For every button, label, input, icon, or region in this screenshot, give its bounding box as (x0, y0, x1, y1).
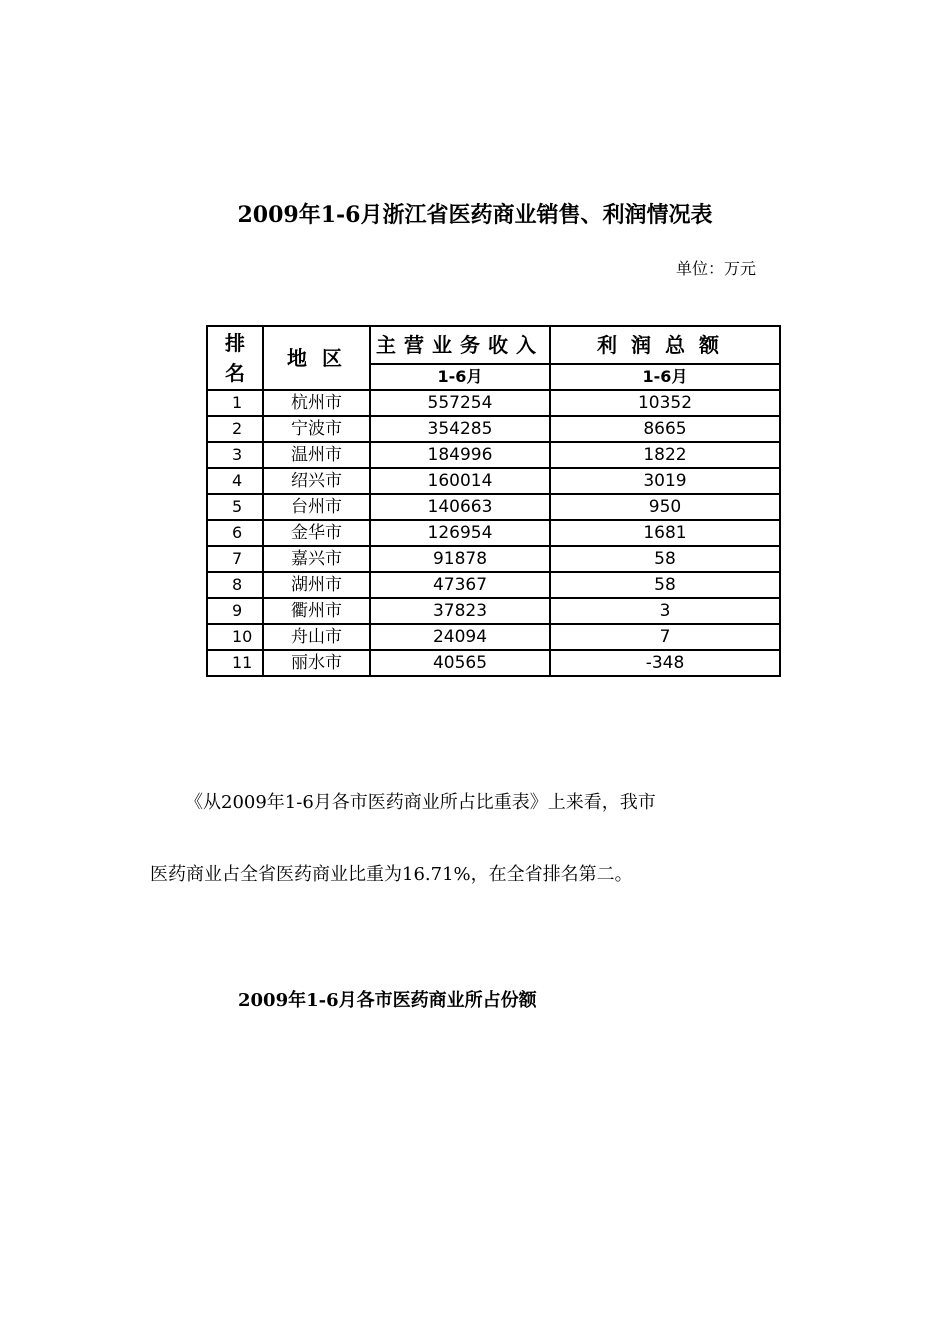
cell-revenue: 557254 (370, 390, 550, 416)
cell-revenue: 24094 (370, 624, 550, 650)
cell-rank: 8 (207, 572, 263, 598)
cell-rank: 1 (207, 390, 263, 416)
unit-label: 单位：万元 (676, 259, 757, 278)
cell-profit: 58 (550, 546, 780, 572)
table-row (207, 572, 780, 598)
cell-profit: 1822 (550, 442, 780, 468)
cell-profit: -348 (550, 650, 780, 676)
table-row (207, 416, 780, 442)
table-row (207, 442, 780, 468)
paragraph-line-2: 医药商业占全省医药商业比重为16.71%，在全省排名第二。 (150, 864, 633, 885)
table-header-row (207, 326, 780, 364)
header-revenue: 主营业务收入 (370, 326, 550, 364)
cell-rank: 10 (207, 624, 263, 650)
cell-rank: 3 (207, 442, 263, 468)
header-rank: 排名 (207, 326, 263, 390)
header-revenue-period: 1-6月 (370, 364, 550, 390)
cell-revenue: 160014 (370, 468, 550, 494)
cell-profit: 8665 (550, 416, 780, 442)
header-region: 地 区 (263, 326, 370, 390)
cell-revenue: 37823 (370, 598, 550, 624)
cell-profit: 950 (550, 494, 780, 520)
cell-region: 舟山市 (263, 624, 370, 650)
cell-profit: 3019 (550, 468, 780, 494)
cell-revenue: 91878 (370, 546, 550, 572)
cell-profit: 10352 (550, 390, 780, 416)
cell-revenue: 354285 (370, 416, 550, 442)
table-row (207, 390, 780, 416)
cell-revenue: 140663 (370, 494, 550, 520)
sales-profit-table (206, 325, 781, 677)
cell-profit: 1681 (550, 520, 780, 546)
cell-rank: 9 (207, 598, 263, 624)
header-profit-period: 1-6月 (550, 364, 780, 390)
cell-region: 杭州市 (263, 390, 370, 416)
cell-region: 金华市 (263, 520, 370, 546)
page-title: 2009年1-6月浙江省医药商业销售、利润情况表 (237, 202, 713, 228)
table-row (207, 546, 780, 572)
section-subtitle: 2009年1-6月各市医药商业所占份额 (238, 990, 537, 1011)
cell-revenue: 40565 (370, 650, 550, 676)
header-profit: 利润总额 (550, 326, 780, 364)
cell-region: 台州市 (263, 494, 370, 520)
cell-rank: 11 (207, 650, 263, 676)
cell-rank: 6 (207, 520, 263, 546)
table-row (207, 494, 780, 520)
paragraph-line-1: 《从2009年1-6月各市医药商业所占比重表》上来看，我市 (185, 792, 656, 813)
cell-rank: 2 (207, 416, 263, 442)
cell-region: 温州市 (263, 442, 370, 468)
cell-region: 湖州市 (263, 572, 370, 598)
cell-region: 绍兴市 (263, 468, 370, 494)
table-row (207, 624, 780, 650)
cell-profit: 3 (550, 598, 780, 624)
cell-rank: 4 (207, 468, 263, 494)
cell-region: 丽水市 (263, 650, 370, 676)
cell-revenue: 184996 (370, 442, 550, 468)
table-row (207, 468, 780, 494)
cell-revenue: 47367 (370, 572, 550, 598)
cell-region: 衢州市 (263, 598, 370, 624)
cell-profit: 58 (550, 572, 780, 598)
cell-profit: 7 (550, 624, 780, 650)
cell-rank: 7 (207, 546, 263, 572)
table-row (207, 520, 780, 546)
table-row (207, 650, 780, 676)
table-row (207, 598, 780, 624)
cell-region: 嘉兴市 (263, 546, 370, 572)
cell-rank: 5 (207, 494, 263, 520)
cell-revenue: 126954 (370, 520, 550, 546)
cell-region: 宁波市 (263, 416, 370, 442)
